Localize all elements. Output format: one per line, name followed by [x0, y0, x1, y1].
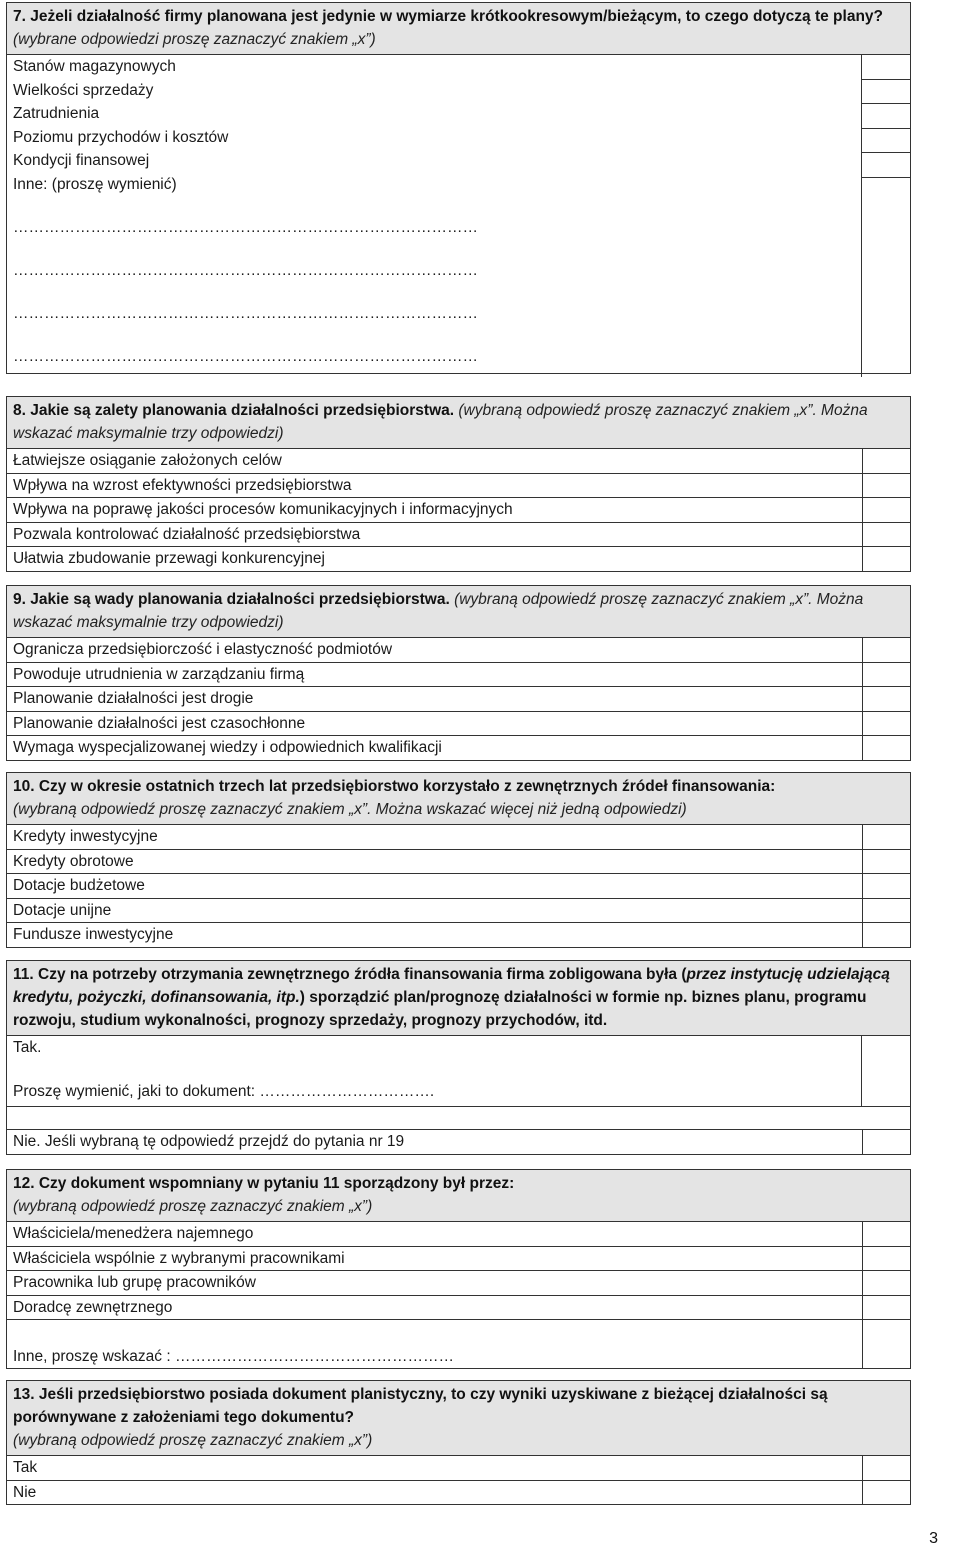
question-13 [6, 1380, 911, 1505]
q12-option: Pracownika lub grupę pracowników [13, 1274, 256, 1291]
q7-dots-line: ……………………………………………………………………………… [13, 305, 478, 322]
q9-checkbox[interactable] [862, 736, 910, 760]
q12-checkbox[interactable] [862, 1222, 910, 1246]
question-7-hint: (wybrane odpowiedzi proszę zaznaczyć znakiem „x”) [13, 31, 376, 48]
question-11-header [7, 961, 910, 1036]
q7-option: Inne: (proszę wymienić) [13, 175, 177, 193]
question-8-title: 8. Jakie są zalety planowania działalności przedsiębiorstwa. [13, 402, 455, 419]
q7-checkbox[interactable] [862, 55, 910, 80]
q8-row [7, 474, 910, 499]
q12-option: Doradcę zewnętrznego [13, 1298, 173, 1316]
question-9-title: 9. Jakie są wady planowania działalności przedsiębiorstwa. [13, 591, 450, 608]
q7-checkbox[interactable] [862, 104, 910, 129]
question-8 [6, 396, 911, 572]
q8-option: Łatwiejsze osiąganie założonych celów [13, 452, 282, 469]
question-9-hint: (wybraną odpowiedź proszę zaznaczyć znakiem „x”. Można wskazać maksymalnie trzy odpowiedzi) [13, 591, 864, 631]
question-11 [6, 960, 911, 1155]
q10-row [7, 850, 910, 875]
question-7-header [7, 3, 910, 55]
q13-row [7, 1481, 910, 1505]
question-9-header [7, 586, 910, 638]
question-7 [6, 2, 911, 374]
question-12 [6, 1169, 911, 1369]
q7-checkbox[interactable] [862, 153, 910, 178]
q8-row [7, 498, 910, 523]
q12-row [7, 1247, 910, 1272]
q7-dots-line: ……………………………………………………………………………… [13, 348, 478, 365]
question-8-header [7, 397, 910, 449]
question-13-hint: (wybraną odpowiedź proszę zaznaczyć znakiem „x”) [13, 1432, 373, 1449]
q9-option: Wymaga wyspecjalizowanej wiedzy i odpowiednich kwalifikacji [13, 739, 442, 756]
q13-option: Nie [13, 1483, 37, 1501]
q9-checkbox[interactable] [862, 663, 910, 687]
q11-yes-detail: Proszę wymienić, jaki to dokument: ……………………………. [13, 1082, 435, 1100]
q8-row [7, 523, 910, 548]
q10-option: Dotacje unijne [13, 901, 112, 919]
q7-checkbox[interactable] [862, 129, 910, 154]
q13-row [7, 1456, 910, 1481]
q11-no-checkbox[interactable] [862, 1130, 910, 1154]
q9-option: Ogranicza przedsiębiorczość i elastyczność podmiotów [13, 641, 393, 658]
q10-row [7, 825, 910, 850]
question-11-title-start: 11. Czy na potrzeby otrzymania zewnętrznego źródła finansowania firma zobligowana była ( [13, 966, 687, 983]
q12-row [7, 1271, 910, 1296]
q13-option: Tak [13, 1459, 38, 1476]
question-11-title-italic: przez instytucję udzielającą kredytu, pożyczki, dofinansowania, itp. [13, 966, 890, 1006]
q12-other-label: Inne, proszę wskazać : ……………………………………………… [13, 1348, 454, 1365]
q10-checkbox[interactable] [862, 850, 910, 874]
q12-option: Właściciela wspólnie z wybranymi pracownikami [13, 1249, 345, 1267]
q12-row [7, 1222, 910, 1247]
q7-option: Stanów magazynowych [13, 58, 176, 75]
q10-option: Kredyty inwestycyjne [13, 828, 158, 845]
q12-checkbox[interactable] [862, 1296, 910, 1320]
q11-yes-label: Tak. [13, 1039, 42, 1056]
q12-checkbox[interactable] [862, 1247, 910, 1271]
q10-checkbox[interactable] [862, 825, 910, 849]
q8-checkbox[interactable] [862, 498, 910, 522]
page-number: 3 [929, 1530, 938, 1547]
q12-option: Właściciela/menedżera najemnego [13, 1225, 254, 1242]
q8-checkbox[interactable] [862, 449, 910, 473]
q9-option: Planowanie działalności jest drogie [13, 690, 254, 707]
question-9 [6, 585, 911, 761]
q8-checkbox[interactable] [862, 523, 910, 547]
question-12-hint: (wybraną odpowiedź proszę zaznaczyć znakiem „x”) [13, 1198, 373, 1215]
question-7-title: 7. Jeżeli działalność firmy planowana jest jedynie w wymiarze krótkookresowym/bieżącym, to czego dotyczą te plany? [13, 8, 884, 25]
q8-checkbox[interactable] [862, 547, 910, 571]
question-13-header [7, 1381, 910, 1456]
q11-yes-checkbox[interactable] [861, 1036, 910, 1106]
q10-row [7, 874, 910, 899]
q8-option: Ułatwia zbudowanie przewagi konkurencyjnej [13, 550, 325, 567]
q8-option: Wpływa na wzrost efektywności przedsiębiorstwa [13, 476, 352, 494]
question-10-hint: (wybraną odpowiedź proszę zaznaczyć znakiem „x”. Można wskazać więcej niż jedną odpowiedzi) [13, 801, 687, 818]
q9-row [7, 687, 910, 712]
q7-option: Zatrudnienia [13, 105, 100, 122]
q7-dots-line: ……………………………………………………………………………… [13, 219, 478, 236]
q9-checkbox[interactable] [862, 638, 910, 662]
q12-row [7, 1296, 910, 1321]
q10-checkbox[interactable] [862, 899, 910, 923]
q10-row [7, 923, 910, 947]
question-10-title: 10. Czy w okresie ostatnich trzech lat przedsiębiorstwo korzystało z zewnętrznych źródeł finansowania: [13, 778, 776, 795]
q7-option: Poziomu przychodów i kosztów [13, 128, 229, 146]
q7-dots-line: ……………………………………………………………………………… [13, 262, 478, 279]
q13-checkbox[interactable] [862, 1456, 910, 1480]
q10-option: Fundusze inwestycyjne [13, 926, 174, 943]
q12-other-checkbox[interactable] [862, 1320, 910, 1368]
q11-no-row [7, 1130, 910, 1154]
q12-checkbox[interactable] [862, 1271, 910, 1295]
q10-checkbox[interactable] [862, 923, 910, 947]
q8-row [7, 547, 910, 571]
q9-row [7, 663, 910, 688]
question-8-hint: (wybraną odpowiedź proszę zaznaczyć znakiem „x”. Można wskazać maksymalnie trzy odpowiedzi) [13, 402, 868, 442]
q8-option: Wpływa na poprawę jakości procesów komunikacyjnych i informacyjnych [13, 501, 513, 518]
q10-checkbox[interactable] [862, 874, 910, 898]
question-12-title: 12. Czy dokument wspomniany w pytaniu 11 sporządzony był przez: [13, 1175, 515, 1192]
q10-option: Dotacje budżetowe [13, 877, 145, 894]
q8-row [7, 449, 910, 474]
q8-option: Pozwala kontrolować działalność przedsiębiorstwa [13, 525, 361, 543]
q10-option: Kredyty obrotowe [13, 852, 134, 870]
q9-row [7, 638, 910, 663]
q8-checkbox[interactable] [862, 474, 910, 498]
question-13-title: 13. Jeśli przedsiębiorstwo posiada dokument planistyczny, to czy wyniki uzyskiwane z bieżącej działalności są porównywane z założeniami tego dokumentu? [13, 1386, 828, 1426]
question-10 [6, 772, 911, 948]
q9-checkbox[interactable] [862, 687, 910, 711]
q9-option: Planowanie działalności jest czasochłonne [13, 714, 306, 732]
q7-option: Wielkości sprzedaży [13, 81, 154, 99]
q9-row [7, 736, 910, 760]
q11-no-label: Nie. Jeśli wybraną tę odpowiedź przejdź do pytania nr 19 [13, 1133, 405, 1150]
question-11-title-end: ) sporządzić plan/prognozę działalności w formie np. biznes planu, programu rozwoju, studium wykonalności, prognozy sprzedaży, prognozy przychodów, itd. [13, 989, 867, 1029]
q12-other-row [7, 1320, 910, 1368]
q10-row [7, 899, 910, 924]
q13-checkbox[interactable] [862, 1481, 910, 1505]
q9-checkbox[interactable] [862, 712, 910, 736]
q9-option: Powoduje utrudnienia w zarządzaniu firmą [13, 665, 305, 683]
question-10-header [7, 773, 910, 825]
q7-checkbox[interactable] [862, 178, 910, 202]
q7-checkbox[interactable] [862, 80, 910, 105]
q7-option: Kondycji finansowej [13, 152, 150, 169]
q9-row [7, 712, 910, 737]
question-12-header [7, 1170, 910, 1222]
